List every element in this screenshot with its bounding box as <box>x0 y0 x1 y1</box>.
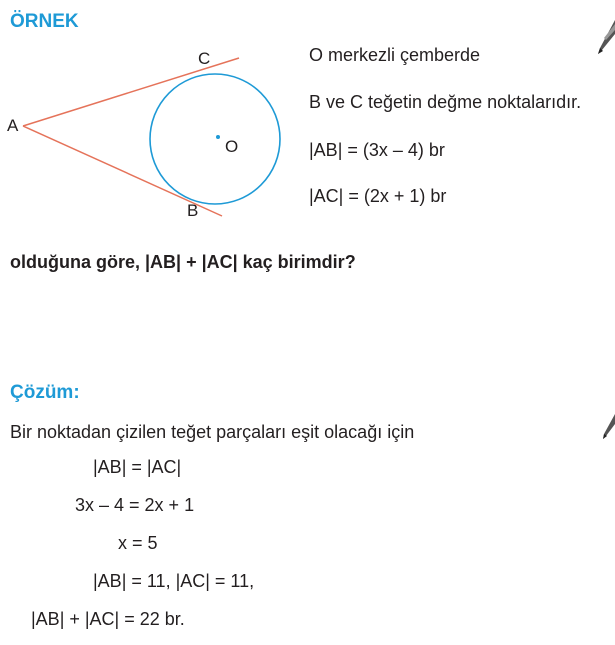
step-5: |AB| + |AC| = 22 br. <box>31 609 185 629</box>
label-c: C <box>198 49 211 68</box>
label-o: O <box>225 137 239 156</box>
question: olduğuna göre, |AB| + |AC| kaç birimdir? <box>10 252 356 272</box>
pen-icon <box>602 414 615 440</box>
step-1: |AB| = |AC| <box>93 457 182 477</box>
step-4: |AB| = 11, |AC| = 11, <box>93 571 255 591</box>
pen-icon <box>596 20 615 56</box>
tangent-circle-figure <box>0 40 300 230</box>
given-4: |AC| = (2x + 1) br <box>309 186 447 206</box>
label-a: A <box>7 116 19 135</box>
center-point <box>216 135 220 139</box>
given-1: O merkezli çemberde <box>309 45 481 65</box>
given-2: B ve C teğetin değme noktalarıdır. <box>309 92 582 112</box>
step-3: x = 5 <box>118 533 158 553</box>
given-3: |AB| = (3x – 4) br <box>309 140 445 160</box>
step-2: 3x – 4 = 2x + 1 <box>75 495 195 515</box>
label-b: B <box>187 201 199 220</box>
solution-heading: Çözüm: <box>10 382 80 403</box>
example-heading: ÖRNEK <box>10 11 79 32</box>
circle <box>150 74 280 204</box>
solution-intro: Bir noktadan çizilen teğet parçaları eşit olacağı için <box>10 422 415 442</box>
